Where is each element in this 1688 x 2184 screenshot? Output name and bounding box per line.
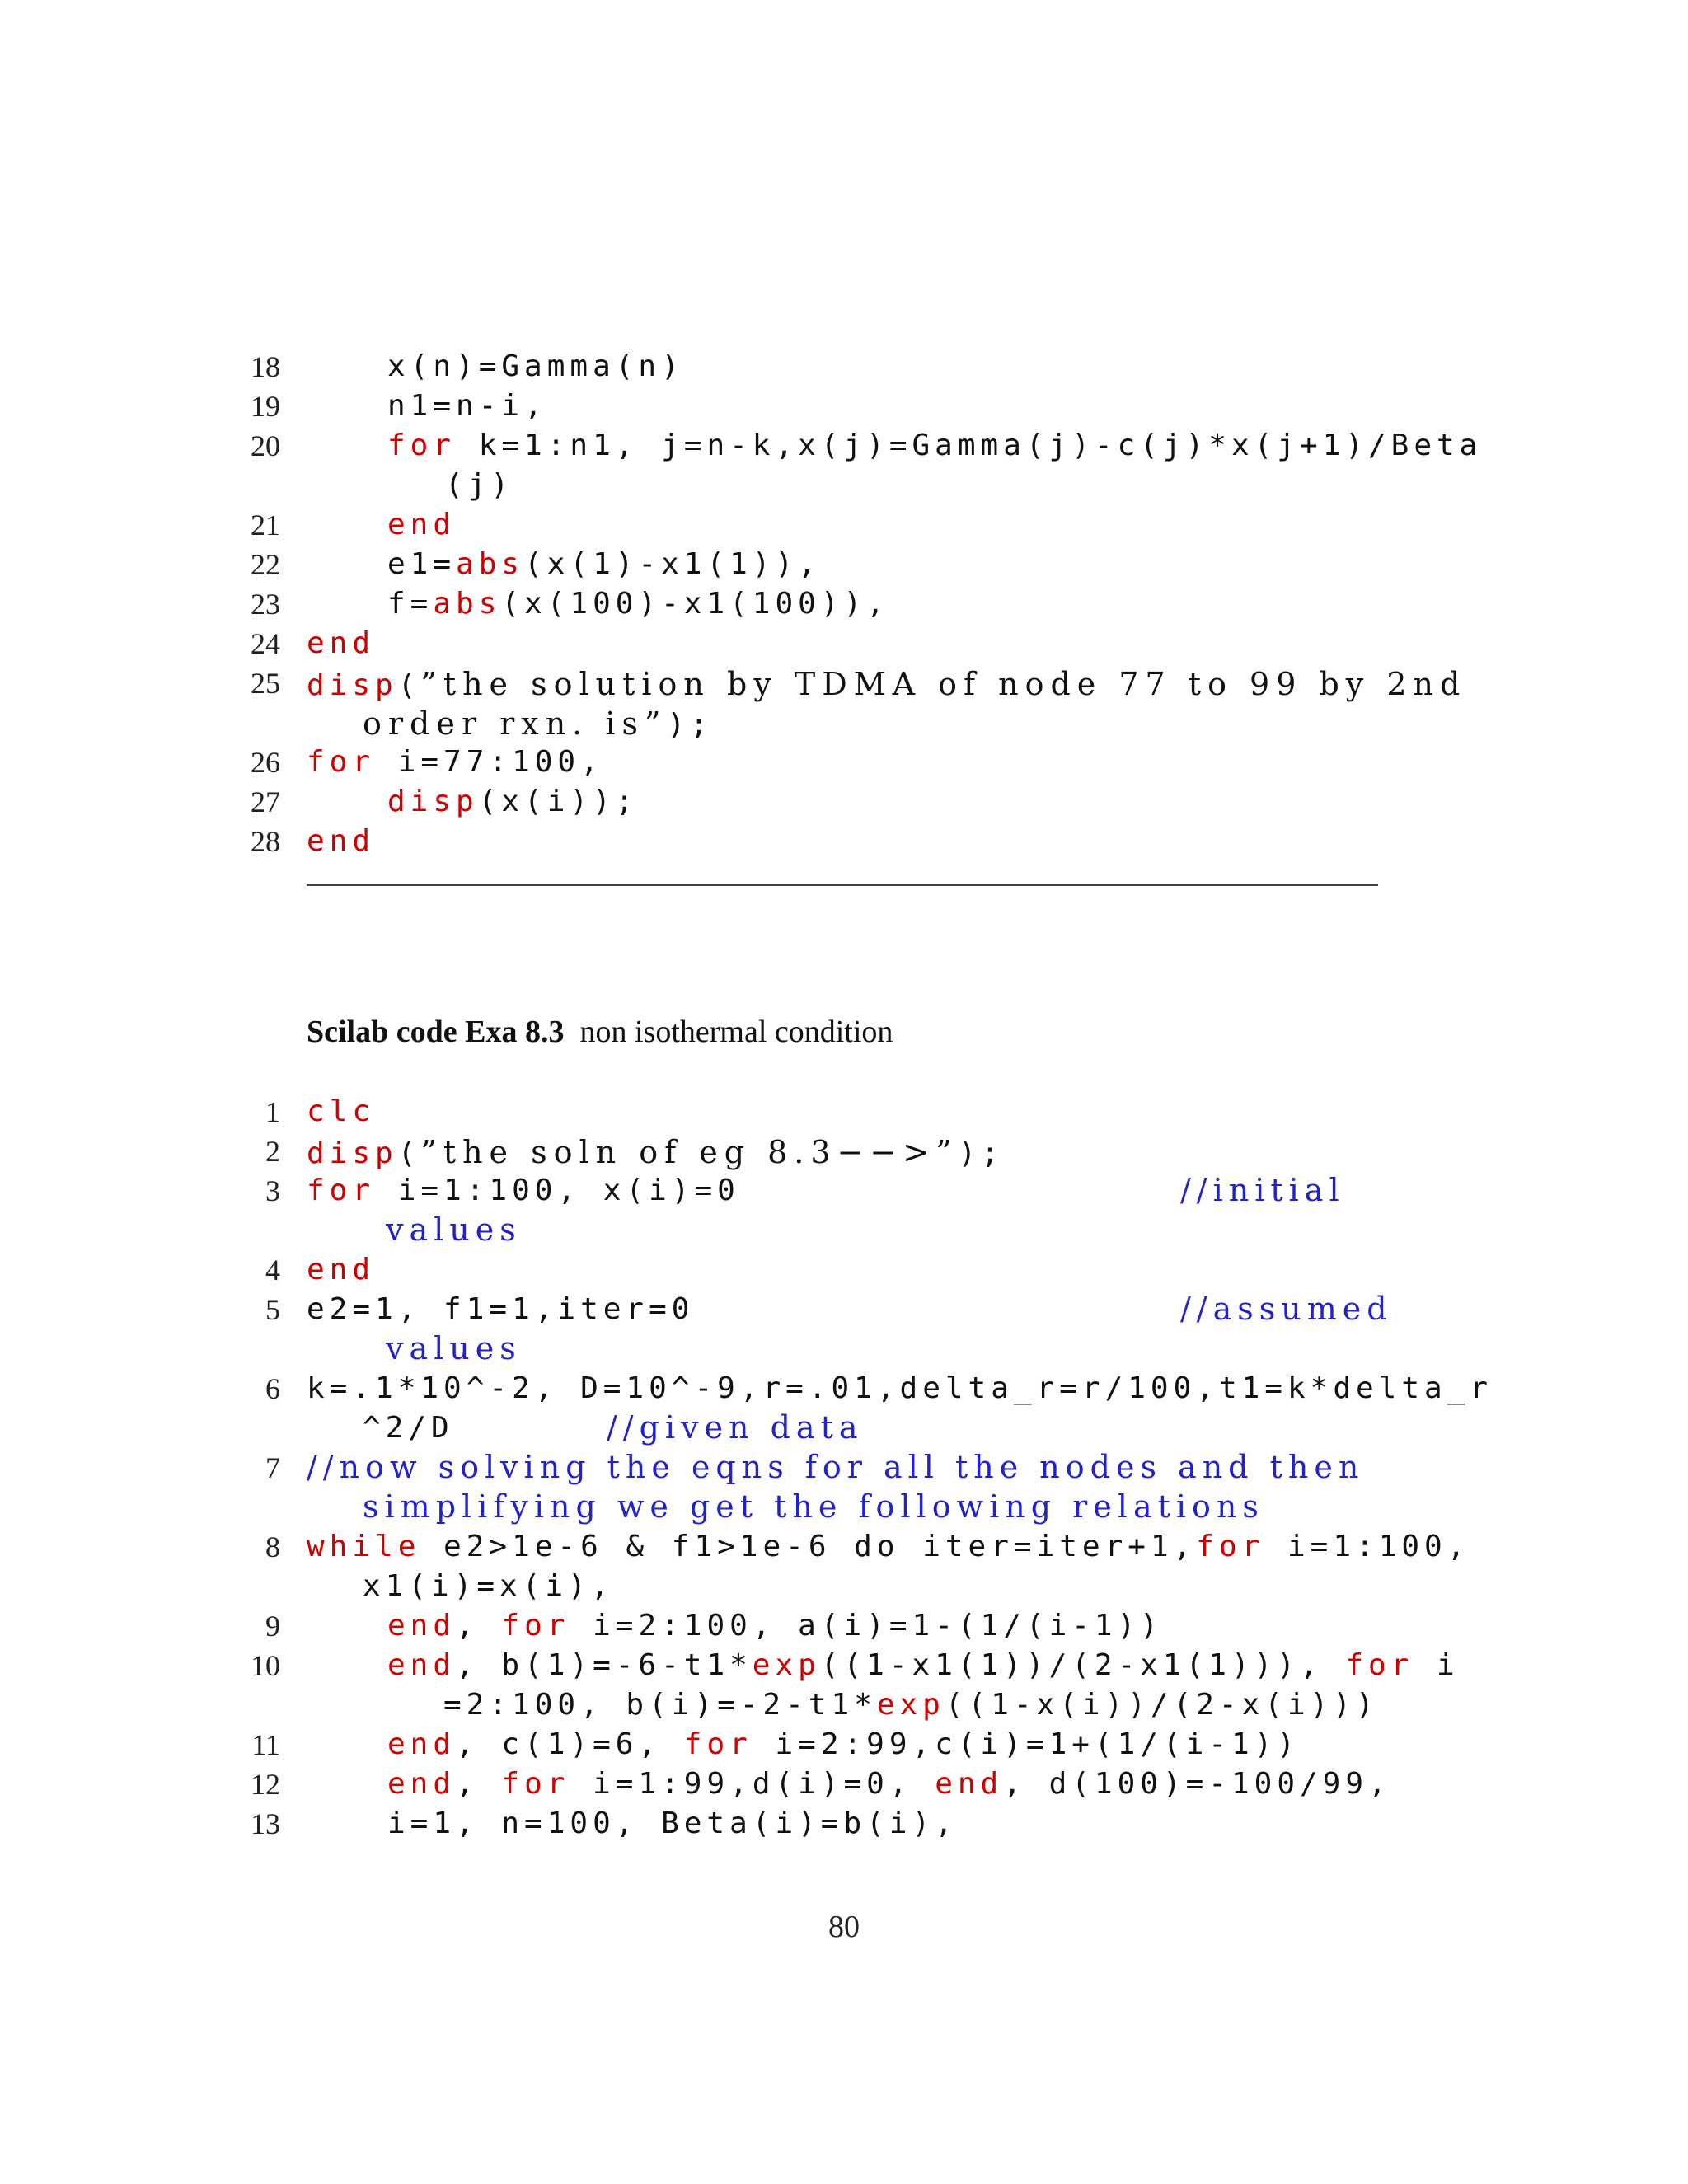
code-comment-continued: values: [386, 1330, 522, 1366]
line-number: 12: [251, 1768, 280, 1801]
line-number: 25: [251, 667, 280, 700]
code-line: disp(x(i));: [387, 785, 639, 818]
line-number: 1: [265, 1095, 280, 1128]
code-line: end, for i=2:100, a(i)=1-(1/(i-1)): [387, 1609, 1163, 1643]
code-line: k=.1*10^-2, D=10^-9,r=.01,delta_r=r/100,t1=k*delta_r: [307, 1371, 1493, 1405]
code-line: x(n)=Gamma(n): [387, 349, 684, 383]
line-number: 19: [251, 390, 280, 423]
line-number: 4: [265, 1254, 280, 1286]
line-number: 18: [251, 350, 280, 383]
code-line-continued: (j): [445, 468, 514, 502]
code-line-continued: order rxn. is”);: [363, 705, 713, 742]
code-line-continued: x1(i)=x(i),: [363, 1569, 614, 1603]
line-number: 5: [265, 1293, 280, 1326]
code-line: e1=abs(x(1)-x1(1)),: [387, 547, 821, 581]
code-line: for i=77:100,: [307, 745, 603, 779]
code-comment: //initial: [1180, 1172, 1345, 1208]
listing-divider: [307, 884, 1378, 886]
code-line: i=1, n=100, Beta(i)=b(i),: [387, 1807, 958, 1840]
line-number: 22: [251, 548, 280, 581]
line-number: 3: [265, 1174, 280, 1207]
code-comment: //given data: [607, 1409, 864, 1446]
code-line: disp(”the soln of eg 8.3−−>”);: [307, 1134, 1004, 1170]
page-number: 80: [828, 1910, 860, 1944]
caption-label: Scilab code Exa 8.3: [307, 1015, 565, 1049]
line-number: 28: [251, 825, 280, 858]
code-line: while e2>1e-6 & f1>1e-6 do iter=iter+1,for i=1:100,: [307, 1530, 1470, 1563]
code-line: for i=1:100, x(i)=0: [307, 1174, 740, 1207]
code-line: n1=n-i,: [387, 389, 547, 423]
line-number: 10: [251, 1649, 280, 1682]
code-line: end: [307, 626, 376, 660]
code-line: clc: [307, 1094, 376, 1128]
code-caption: [307, 1014, 893, 1050]
code-line: end: [307, 824, 376, 858]
code-line: e2=1, f1=1,iter=0: [307, 1292, 695, 1326]
line-number: 13: [251, 1807, 280, 1840]
line-number: 2: [265, 1135, 280, 1168]
code-line: f=abs(x(100)-x1(100)),: [387, 587, 889, 621]
line-number: 7: [265, 1451, 280, 1484]
code-line: disp(”the solution by TDMA of node 77 to 99 by 2nd: [307, 666, 1467, 702]
line-number: 27: [251, 785, 280, 818]
line-number: 23: [251, 588, 280, 621]
code-line-continued: ^2/D: [363, 1411, 454, 1445]
code-line: end: [387, 508, 457, 541]
line-number: 11: [251, 1728, 280, 1761]
code-line: end, for i=1:99,d(i)=0, end, d(100)=-100/99,: [387, 1767, 1391, 1801]
line-number: 26: [251, 746, 280, 779]
code-comment-continued: simplifying we get the following relations: [363, 1488, 1264, 1525]
code-line-continued: =2:100, b(i)=-2-t1*exp((1-x(i))/(2-x(i))): [443, 1688, 1379, 1722]
code-line: end: [307, 1253, 376, 1286]
line-number: 20: [251, 429, 280, 462]
caption-title: non isothermal condition: [579, 1015, 893, 1049]
code-line: end, c(1)=6, for i=2:99,c(i)=1+(1/(i-1)): [387, 1727, 1300, 1761]
code-comment: //now solving the eqns for all the nodes and then: [307, 1449, 1365, 1485]
code-line: for k=1:n1, j=n-k,x(j)=Gamma(j)-c(j)*x(j+1)/Beta: [387, 429, 1483, 462]
code-comment-continued: values: [386, 1212, 522, 1248]
code-line: end, b(1)=-6-t1*exp((1-x1(1))/(2-x1(1))), for i: [387, 1648, 1460, 1682]
line-number: 24: [251, 627, 280, 660]
line-number: 21: [251, 509, 280, 541]
code-comment: //assumed: [1180, 1291, 1393, 1327]
line-number: 6: [265, 1372, 280, 1405]
line-number: 8: [265, 1530, 280, 1563]
line-number: 9: [265, 1610, 280, 1643]
